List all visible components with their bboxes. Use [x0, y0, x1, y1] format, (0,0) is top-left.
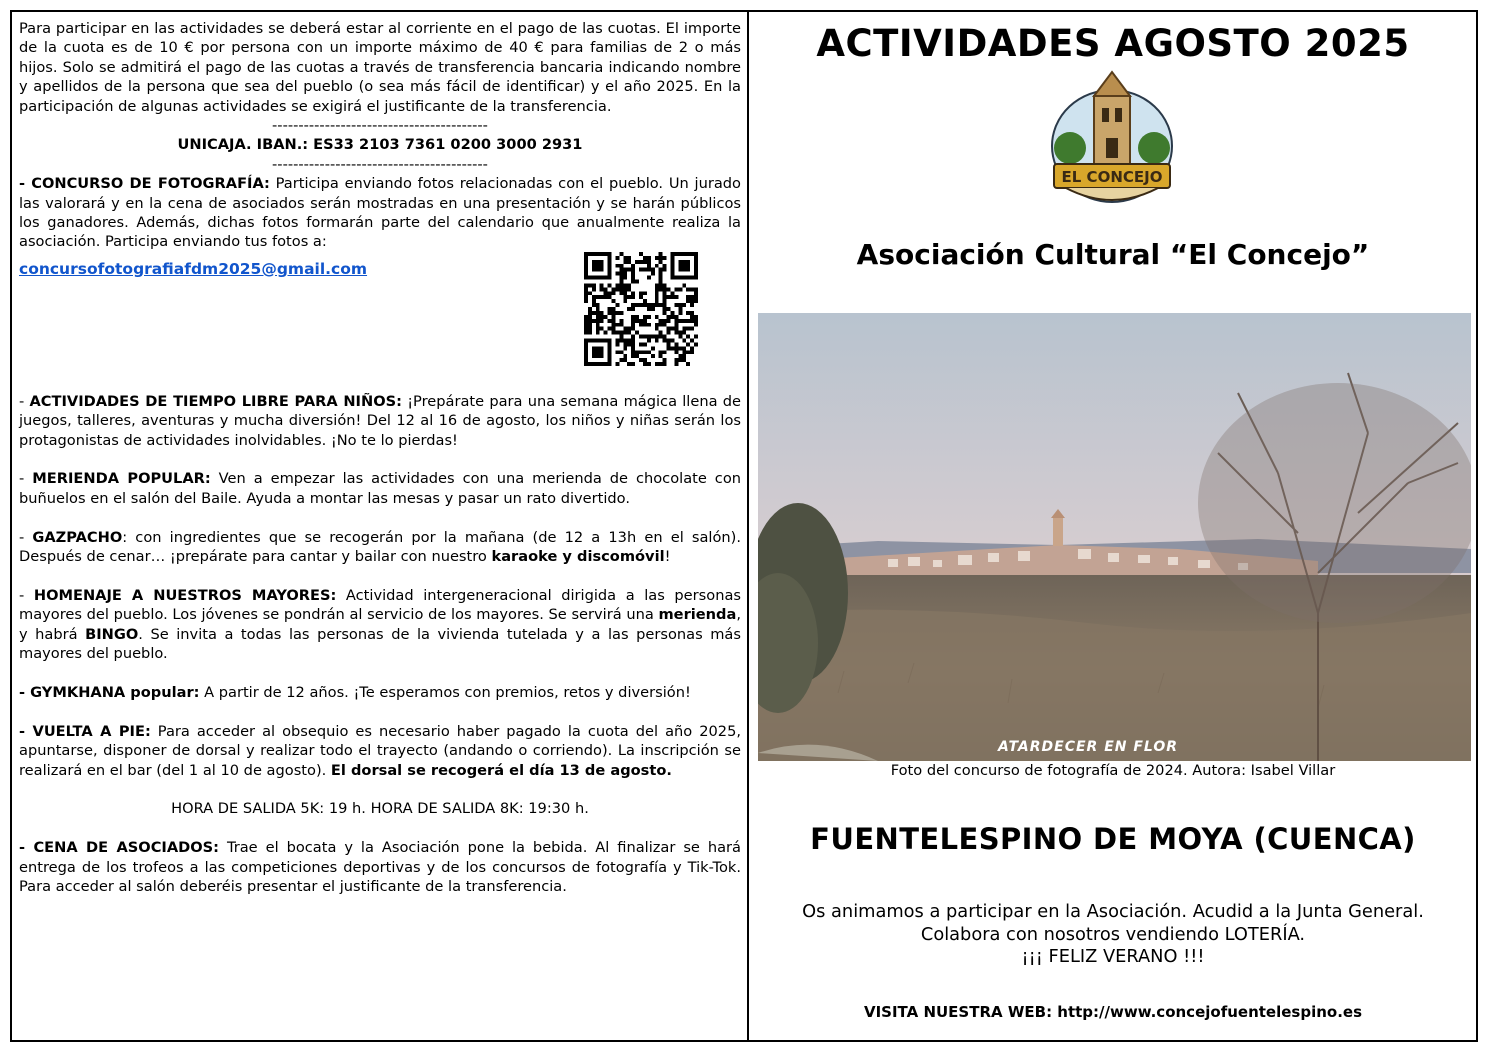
column-divider: [747, 10, 749, 1042]
foto-contest-heading: - CONCURSO DE FOTOGRAFÍA:: [19, 175, 270, 193]
dorsal-bold: El dorsal se recogerá el día 13 de agosto.: [330, 761, 672, 779]
gazpacho-paragraph: - GAZPACHO: con ingredientes que se recogerán por la mañana (de 12 a 13h en el salón). Después de cenar… ¡prepárate para cantar y bailar con nuestro karaoke y discomóvil!: [19, 528, 741, 566]
website-line[interactable]: VISITA NUESTRA WEB: http://www.concejofuentelespino.es: [863, 1003, 1363, 1021]
homenaje-paragraph: - HOMENAJE A NUESTROS MAYORES: Actividad intergeneracional dirigida a las personas mayores del pueblo. Los jóvenes se pondrán al servicio de los mayores. Se servirá una merienda, y habrá BINGO. Se invita a todas las personas de la vivienda tutelada y a las personas más mayores del pueblo.: [19, 586, 741, 663]
gymkhana-paragraph: - GYMKHANA popular: A partir de 12 años. ¡Te esperamos con premios, retos y diversión!: [19, 683, 691, 701]
contest-email-link[interactable]: concursofotografiafdm2025@gmail.com: [19, 259, 368, 278]
main-title: ACTIVIDADES AGOSTO 2025: [816, 22, 1410, 65]
association-name: Asociación Cultural “El Concejo”: [856, 238, 1370, 271]
foto-contest-paragraph: [19, 174, 741, 252]
invite-line-3: ¡¡¡ FELIZ VERANO !!!: [1021, 946, 1205, 967]
invite-line-2: Colabora con nosotros vendiendo LOTERÍA.: [920, 923, 1306, 945]
logo-text: EL CONCEJO: [1061, 168, 1163, 186]
photo-watermark: ATARDECER EN FLOR: [997, 739, 1179, 755]
cena-paragraph: - CENA DE ASOCIADOS: Trae el bocata y la Asociación pone la bebida. Al finalizar se hará entrega de los trofeos a las competiciones deportivas y de los concursos de fotografía y Tik-Tok. Para acceder al salón deberéis presentar el justificante de la transferencia.: [19, 839, 741, 895]
karaoke-bold: karaoke y discomóvil: [491, 548, 665, 566]
merienda-text: Ven a empezar las actividades con una merienda de chocolate con buñuelos en el salón del Baile. Ayuda a montar las mesas y pasar un rato divertido.: [19, 470, 741, 507]
invitation-block: [760, 901, 1466, 969]
intro-paragraph: Para participar en las actividades se deberá estar al corriente en el pago de las cuotas. El importe de la cuota es de 10 € por persona con un importe máximo de 40 € para familias de 2 o más hijos. Solo se admitirá el pago de las cuotas a través de transferencia bancaria indicando nombre y apellidos de la persona que sea del pueblo (o sea más fácil de identificar) y el año 2025. En la participación de algunas actividades se exigirá el justificante de la transferencia.: [19, 20, 741, 115]
qr-code-icon[interactable]: [584, 252, 698, 366]
foto-contest-text: Participa enviando fotos relacionadas con el pueblo. Un jurado las valorará y en la cena de asociados serán mostradas en una presentación y se harán públicos los ganadores. Además, dichas fotos formarán parte del calendario que anualmente realiza la asociación. Participa enviando tus fotos a:: [19, 175, 741, 251]
vuelta-heading: - VUELTA A PIE:: [19, 722, 151, 740]
gazpacho-heading: GAZPACHO: [32, 528, 123, 546]
photo-caption: Foto del concurso de fotografía de 2024. Autora: Isabel Villar: [890, 762, 1336, 779]
el-concejo-logo: [1048, 68, 1176, 213]
ninos-text: ¡Prepárate para una semana mágica llena de juegos, talleres, aventuras y mucha diversión! Del 12 al 16 de agosto, los niños y niñas serán los protagonistas de actividades inolvidables. ¡No te lo pierdas!: [19, 392, 742, 449]
vuelta-paragraph: - VUELTA A PIE: Para acceder al obsequio es necesario haber pagado la cuota del año 2025, apuntarse, disponer de dorsal y realizar todo el trayecto (andando o corriendo). La inscripción se realizará en el bar (del 1 al 10 de agosto). El dorsal se recogerá el día 13 de agosto.: [19, 722, 741, 779]
left-column: [19, 19, 741, 896]
cena-heading: - CENA DE ASOCIADOS:: [19, 839, 220, 857]
gymkhana-heading: - GYMKHANA popular:: [19, 683, 200, 701]
ninos-heading: ACTIVIDADES DE TIEMPO LIBRE PARA NIÑOS:: [29, 392, 402, 410]
place-title: FUENTELESPINO DE MOYA (CUENCA): [810, 822, 1416, 856]
email-qr-row: [19, 252, 741, 372]
iban-line: UNICAJA. IBAN.: ES33 2103 7361 0200 3000 2931: [177, 136, 583, 154]
merienda-heading: MERIENDA POPULAR:: [32, 470, 211, 488]
merienda-paragraph: - MERIENDA POPULAR: Ven a empezar las actividades con una merienda de chocolate con buñuelos en el salón del Baile. Ayuda a montar las mesas y pasar un rato divertido.: [19, 470, 741, 507]
homenaje-heading: HOMENAJE A NUESTROS MAYORES:: [33, 586, 337, 604]
start-times: HORA DE SALIDA 5K: 19 h. HORA DE SALIDA 8K: 19:30 h.: [171, 800, 589, 818]
separator-bottom: -----------------------------------------: [272, 155, 488, 173]
village-landscape-photo: [758, 313, 1471, 761]
invite-line-1: Os animamos a participar en la Asociación. Acudid a la Junta General.: [802, 901, 1424, 922]
ninos-paragraph: - ACTIVIDADES DE TIEMPO LIBRE PARA NIÑOS: ¡Prepárate para una semana mágica llena de juegos, talleres, aventuras y mucha diversión! Del 12 al 16 de agosto, los niños y niñas serán los protagonistas de actividades inolvidables. ¡No te lo pierdas!: [19, 392, 742, 449]
separator-top: -----------------------------------------: [272, 117, 488, 135]
